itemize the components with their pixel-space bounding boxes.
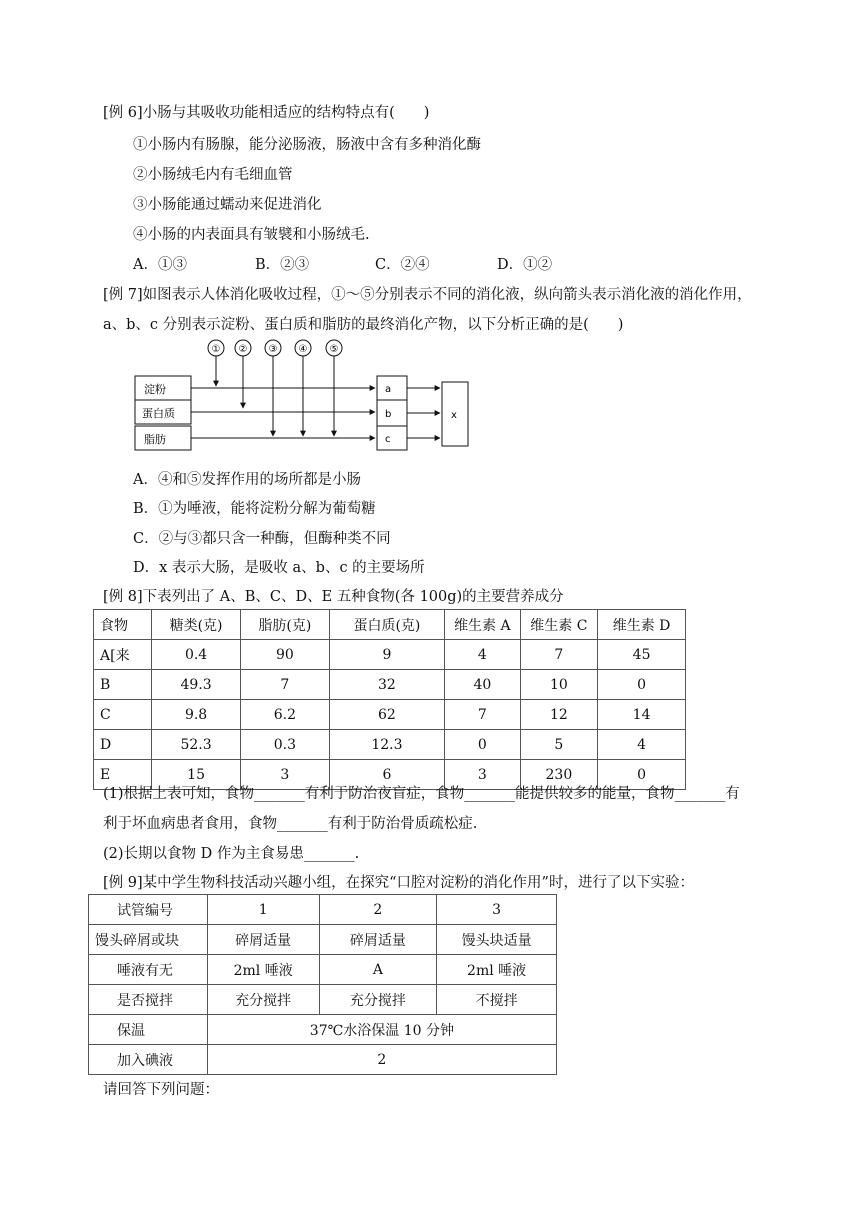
- product-box-a: [377, 376, 407, 400]
- product-box-c: [377, 426, 407, 450]
- cell: 馒头块适量: [437, 925, 557, 955]
- juice-5: [326, 340, 342, 356]
- juice-4: [295, 340, 311, 356]
- cell: 0: [598, 670, 686, 700]
- q9-stem: [例 9]某中学生物科技活动兴趣小组，在探究“口腔对淀粉的消化作用”时，进行了以下实验：: [103, 875, 694, 891]
- q6-option-c: C．②④: [375, 257, 430, 273]
- cell: 碎屑适量: [319, 925, 437, 955]
- cell: 4: [445, 640, 521, 670]
- header-vit-a: 维生素 A: [445, 610, 521, 640]
- q8-question-1a: (1)根据上表可知，食物_______有利于防治夜盲症，食物_______能提供较多的能量，食物_______有: [103, 786, 740, 802]
- table-row: [94, 640, 686, 670]
- cell: 62: [329, 700, 444, 730]
- cell: 90: [240, 640, 329, 670]
- cell: 馒头碎屑或块: [89, 925, 208, 955]
- q6-stem: [例 6]小肠与其吸收功能相适应的结构特点有( ): [103, 105, 430, 121]
- cell: D: [94, 730, 152, 760]
- food-starch: 淀粉: [144, 383, 166, 396]
- experiment-table: [88, 894, 557, 1075]
- table-row: [89, 955, 557, 985]
- cell: 唾液有无: [89, 955, 208, 985]
- table-row: [94, 700, 686, 730]
- q8-stem: [例 8]下表列出了 A、B、C、D、E 五种食物(各 100g)的主要营养成分: [103, 589, 564, 605]
- cell: 7: [240, 670, 329, 700]
- cell: 2ml 唾液: [437, 955, 557, 985]
- cell: 7: [520, 640, 598, 670]
- cell: 14: [598, 700, 686, 730]
- nutrition-header-row: [94, 610, 686, 640]
- cell: 6: [329, 760, 444, 790]
- cell: 9.8: [152, 700, 241, 730]
- juice-3: [265, 340, 281, 356]
- cell: 不搅拌: [437, 985, 557, 1015]
- cell: A: [319, 955, 437, 985]
- svg-text:④: ④: [298, 344, 308, 355]
- svg-text:②: ②: [238, 344, 248, 355]
- cell: 3: [437, 895, 557, 925]
- cell: 3: [240, 760, 329, 790]
- food-fat: 脂肪: [144, 433, 166, 446]
- cell: 52.3: [152, 730, 241, 760]
- q8-question-2: (2)长期以食物 D 作为主食易患_______.: [103, 846, 360, 862]
- q7-option-c: C．②与③都只含一种酶，但酶种类不同: [133, 531, 391, 547]
- cell: 32: [329, 670, 444, 700]
- cell: 230: [520, 760, 598, 790]
- absorption-site-x: x: [451, 410, 457, 421]
- q7-stem-line1: [例 7]如图表示人体消化吸收过程，①～⑤分别表示不同的消化液，纵向箭头表示消化液的消化作用，: [103, 287, 752, 303]
- product-a: a: [385, 384, 392, 395]
- q6-item-1: ①小肠内有肠腺，能分泌肠液，肠液中含有多种消化酶: [133, 137, 481, 153]
- cell: C: [94, 700, 152, 730]
- q7-option-a: A．④和⑤发挥作用的场所都是小肠: [133, 472, 361, 488]
- table-row: [89, 895, 557, 925]
- header-vit-c: 维生素 C: [520, 610, 598, 640]
- q7-option-b: B．①为唾液，能将淀粉分解为葡萄糖: [133, 501, 376, 517]
- digestion-diagram: [132, 336, 472, 452]
- q6-option-d: D．①②: [497, 257, 553, 273]
- table-row: [89, 1045, 557, 1075]
- cell: 40: [445, 670, 521, 700]
- cell: 试管编号: [89, 895, 208, 925]
- table-row: [89, 1015, 557, 1045]
- cell: E: [94, 760, 152, 790]
- cell: 2ml 唾液: [207, 955, 319, 985]
- q6-item-4: ④小肠的内表面具有皱襞和小肠绒毛.: [133, 227, 370, 243]
- juice-1: [208, 340, 224, 356]
- cell: 3: [445, 760, 521, 790]
- cell: 37℃水浴保温 10 分钟: [207, 1015, 556, 1045]
- header-food: 食物: [94, 610, 152, 640]
- header-protein: 蛋白质(克): [329, 610, 444, 640]
- cell: B: [94, 670, 152, 700]
- product-b: b: [385, 409, 392, 420]
- svg-text:⑤: ⑤: [329, 344, 339, 355]
- cell: 0: [445, 730, 521, 760]
- q7-option-d: D．x 表示大肠，是吸收 a、b、c 的主要场所: [133, 560, 425, 576]
- q6-option-a: A．①③: [133, 257, 187, 273]
- q8-question-1b: 利于坏血病患者食用，食物_______有利于防治骨质疏松症.: [103, 816, 478, 832]
- header-vit-d: 维生素 D: [598, 610, 686, 640]
- cell: 6.2: [240, 700, 329, 730]
- cell: 5: [520, 730, 598, 760]
- table-row: [89, 985, 557, 1015]
- q6-item-2: ②小肠绒毛内有毛细血管: [133, 167, 293, 183]
- q6-option-b: B．②③: [255, 257, 310, 273]
- table-row: [89, 925, 557, 955]
- table-row: [94, 730, 686, 760]
- cell: 0: [598, 760, 686, 790]
- cell: 4: [598, 730, 686, 760]
- header-fat: 脂肪(克): [240, 610, 329, 640]
- juice-2: [235, 340, 251, 356]
- q9-prompt: 请回答下列问题：: [103, 1082, 219, 1098]
- food-protein: 蛋白质: [142, 407, 175, 420]
- cell: 7: [445, 700, 521, 730]
- cell: 2: [207, 1045, 556, 1075]
- cell: 2: [319, 895, 437, 925]
- cell: 是否搅拌: [89, 985, 208, 1015]
- cell: 1: [207, 895, 319, 925]
- cell: 45: [598, 640, 686, 670]
- cell: 充分搅拌: [319, 985, 437, 1015]
- cell: 12: [520, 700, 598, 730]
- product-c: c: [385, 434, 391, 445]
- cell: 12.3: [329, 730, 444, 760]
- cell: 加入碘液: [89, 1045, 208, 1075]
- q6-item-3: ③小肠能通过蠕动来促进消化: [133, 197, 322, 213]
- q7-stem-line2: a、b、c 分别表示淀粉、蛋白质和脂肪的最终消化产物，以下分析正确的是( ): [103, 317, 624, 333]
- cell: 9: [329, 640, 444, 670]
- table-row: [94, 670, 686, 700]
- cell: A[来: [94, 640, 152, 670]
- cell: 0.4: [152, 640, 241, 670]
- cell: 15: [152, 760, 241, 790]
- svg-text:①: ①: [211, 344, 221, 355]
- cell: 0.3: [240, 730, 329, 760]
- cell: 碎屑适量: [207, 925, 319, 955]
- cell: 充分搅拌: [207, 985, 319, 1015]
- header-carb: 糖类(克): [152, 610, 241, 640]
- cell: 保温: [89, 1015, 208, 1045]
- product-box-b: [377, 400, 407, 426]
- svg-text:③: ③: [268, 344, 278, 355]
- cell: 49.3: [152, 670, 241, 700]
- nutrition-table: [93, 609, 686, 790]
- cell: 10: [520, 670, 598, 700]
